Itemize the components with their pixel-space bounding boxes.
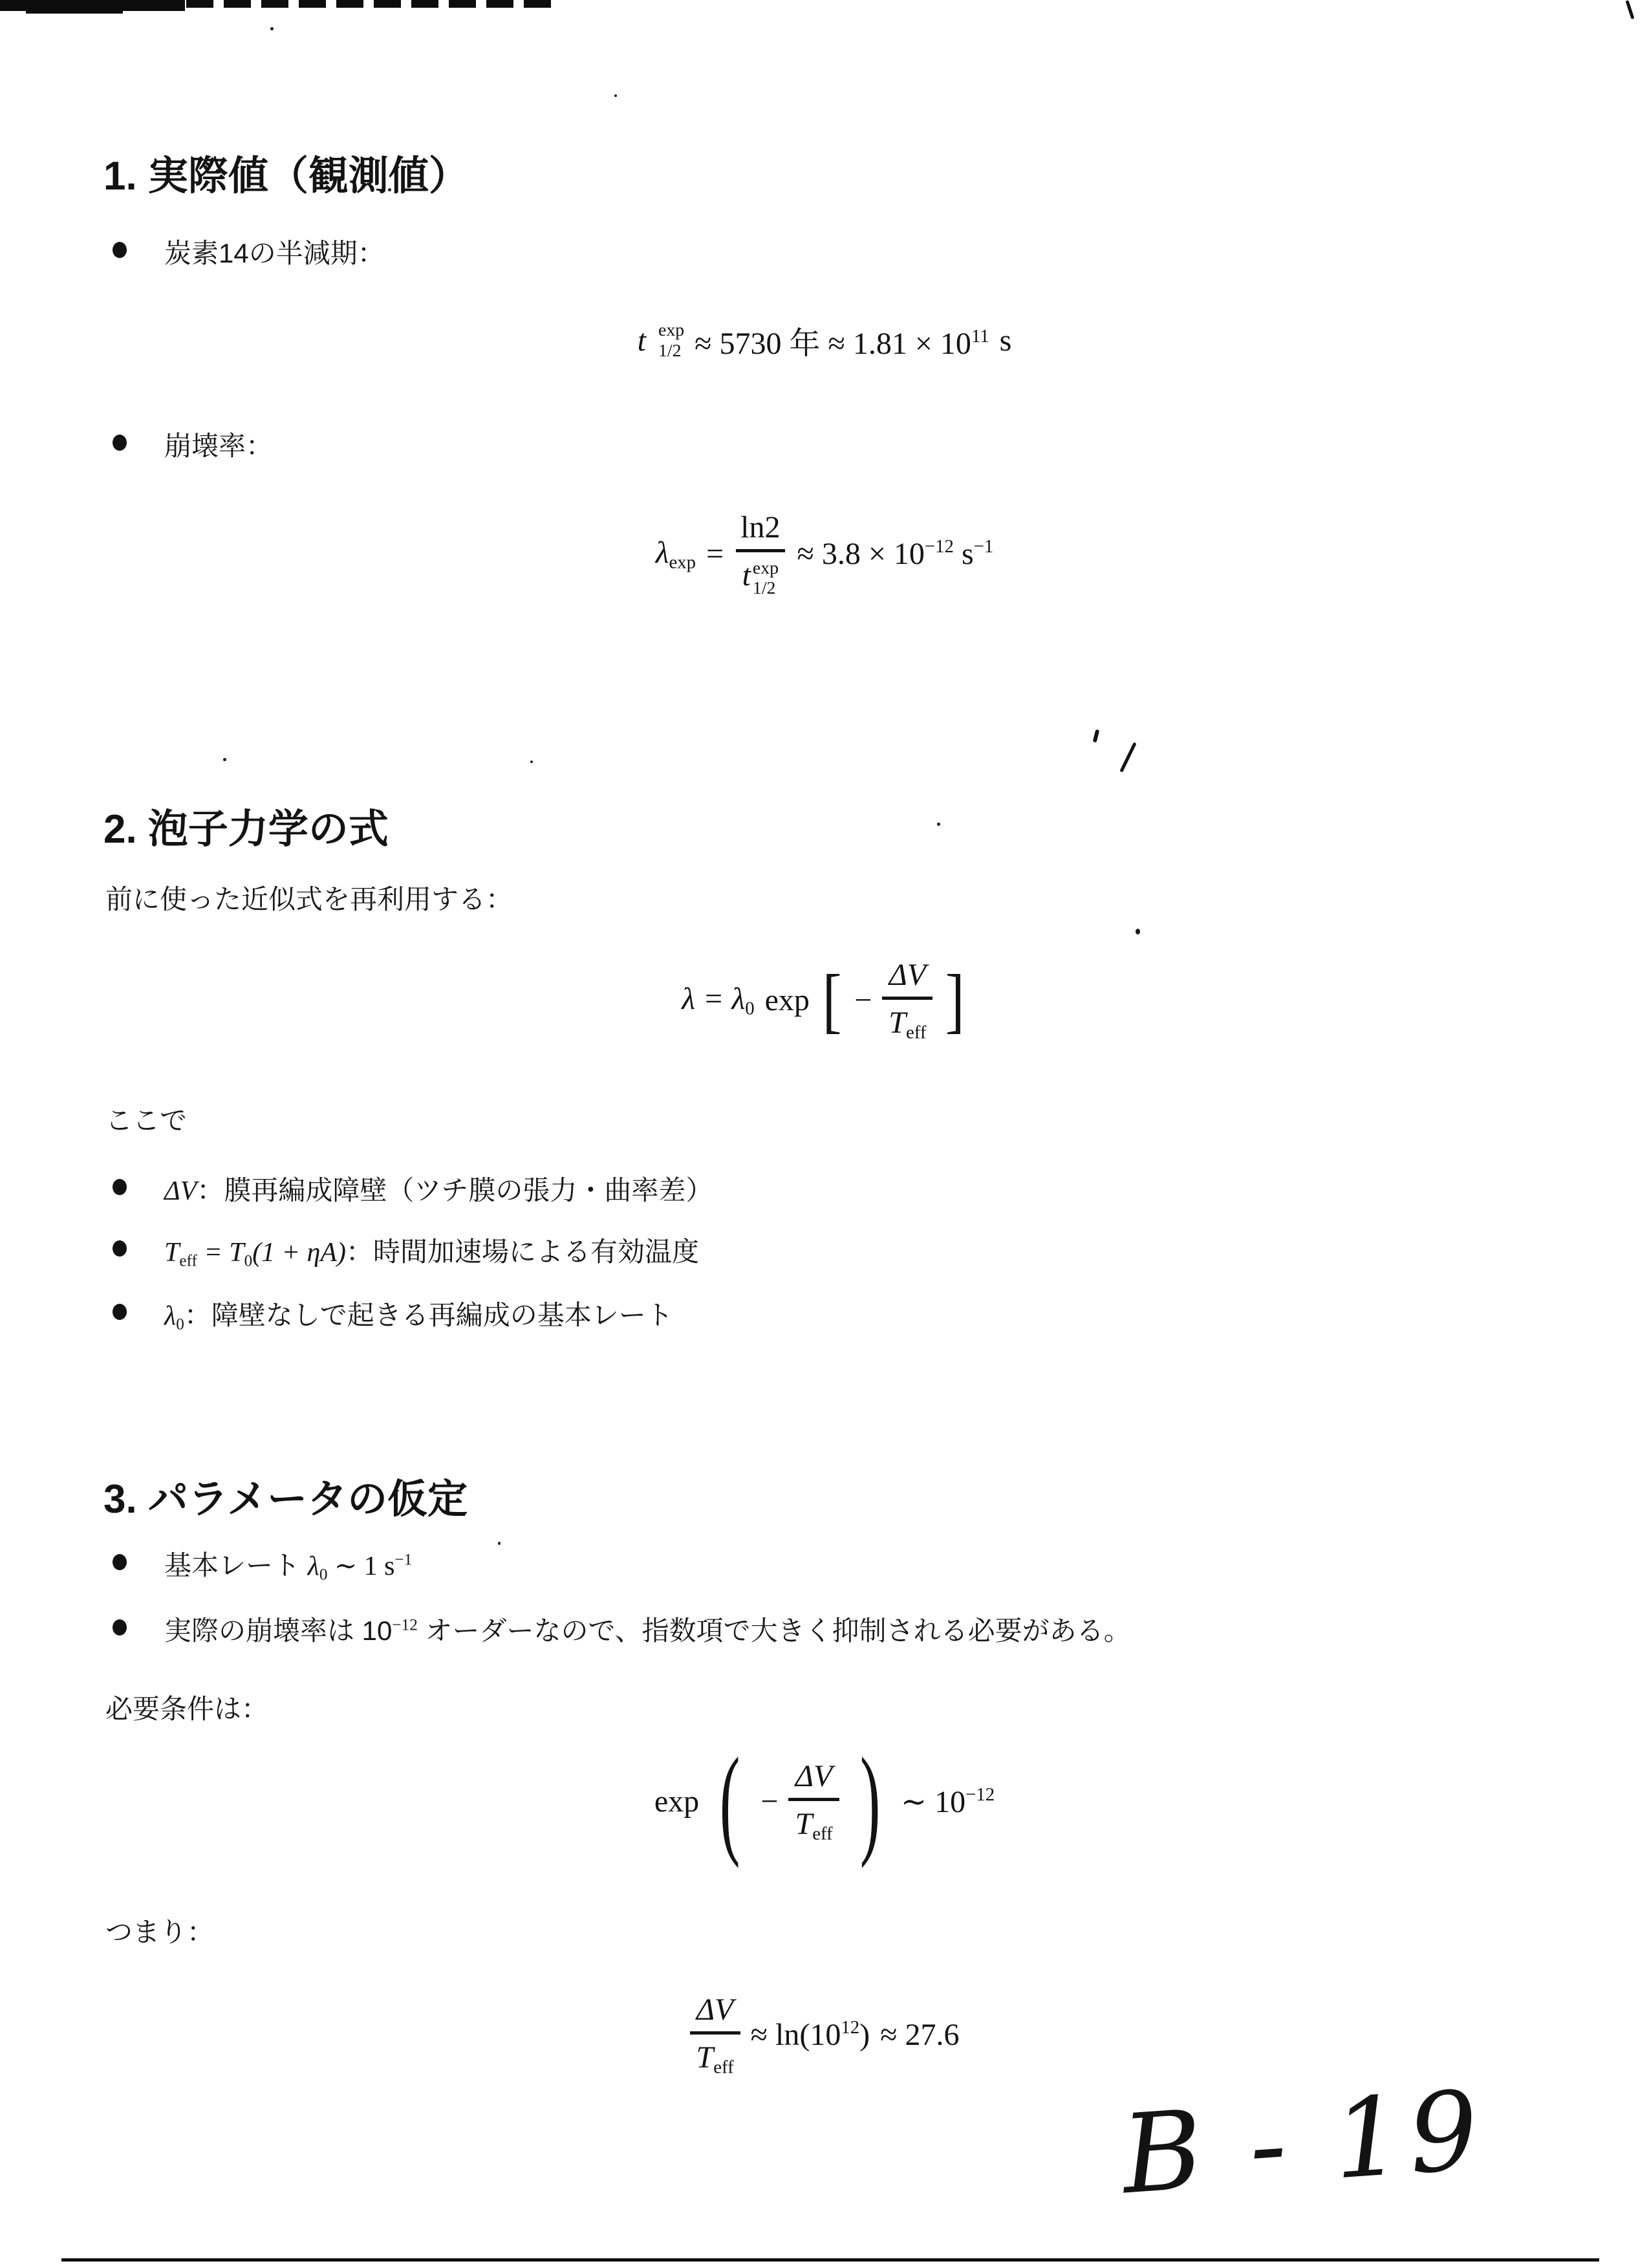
math-denominator bbox=[690, 2031, 740, 2079]
math-sub: exp bbox=[669, 552, 696, 573]
math-text: ≈ 3.8 × 10 bbox=[797, 537, 925, 572]
list-item-half-life bbox=[109, 237, 385, 271]
math-fraction bbox=[734, 510, 786, 598]
math-expression: λ = λ bbox=[682, 982, 746, 1016]
list-item-teff bbox=[109, 1235, 699, 1271]
math-var-lambda: λ bbox=[655, 535, 669, 570]
math-supsub bbox=[753, 558, 779, 598]
section-3-heading: 3. パラメータの仮定 bbox=[103, 1477, 468, 1522]
math-var-lambda: λ bbox=[307, 1551, 319, 1581]
left-paren: ( bbox=[719, 1733, 740, 1869]
math-sub: 0 bbox=[319, 1566, 328, 1584]
math-lhs bbox=[656, 535, 696, 574]
section-1-heading: 1. 実際値（観測値） bbox=[103, 154, 469, 199]
math-text: ∼ 1 s bbox=[327, 1551, 395, 1581]
math-sub: eff bbox=[906, 1022, 927, 1043]
list-item-lambda0 bbox=[109, 1299, 673, 1335]
math-supsub bbox=[658, 320, 684, 360]
definition-text: ：時間加速場による有効温度 bbox=[345, 1237, 699, 1267]
math-numerator: ΔV bbox=[696, 1993, 734, 2027]
bullet-text bbox=[164, 1549, 412, 1585]
formula-decay-rate bbox=[0, 510, 1649, 598]
math-exponent: 12 bbox=[841, 2017, 860, 2038]
handwritten-page-number: B - 19 bbox=[1117, 2066, 1489, 2219]
where-label: ここで bbox=[105, 1105, 188, 1136]
math-unit: s bbox=[953, 537, 974, 572]
math-exponent: −1 bbox=[973, 536, 994, 557]
math-result bbox=[797, 536, 994, 572]
math-minus: − bbox=[760, 1784, 779, 1819]
scan-speck bbox=[614, 94, 617, 97]
bullet-icon bbox=[113, 1304, 127, 1320]
bullet-text bbox=[164, 1614, 1131, 1648]
bullet-icon bbox=[113, 1554, 127, 1570]
math-var-T: T bbox=[889, 1006, 906, 1040]
math-sub: eff bbox=[713, 2057, 734, 2078]
math-numerator: ΔV bbox=[889, 958, 927, 992]
section-2-heading: 2. 泡子力学の式 bbox=[103, 807, 389, 852]
intro-text: 前に使った近似式を再利用する： bbox=[105, 884, 513, 914]
math-var: ΔV bbox=[164, 1176, 197, 1206]
scan-artifact-top-dashes bbox=[186, 0, 558, 8]
scan-speck bbox=[223, 758, 226, 761]
math-var-lambda: λ bbox=[164, 1301, 177, 1331]
math-text: ∼ 10 bbox=[900, 1784, 966, 1819]
definition-text: ：障壁なしで起きる再編成の基本レート bbox=[184, 1300, 673, 1330]
text: 基本レート bbox=[164, 1550, 308, 1581]
math-result bbox=[901, 1784, 995, 1820]
math-var-T: T bbox=[795, 1806, 813, 1841]
math-fraction bbox=[690, 1992, 740, 2079]
left-bracket: [ bbox=[822, 960, 842, 1041]
math-sub: eff bbox=[812, 1823, 833, 1844]
math-sub: 0 bbox=[745, 998, 755, 1019]
bullet-icon bbox=[113, 1240, 127, 1257]
scan-artifact-bottom-line bbox=[61, 2258, 1599, 2262]
bullet-text-decay-rate: 崩壊率： bbox=[164, 431, 274, 461]
formula-bubble-dynamics bbox=[0, 957, 1649, 1044]
math-lhs bbox=[682, 981, 754, 1020]
math-sub: eff bbox=[179, 1252, 197, 1270]
math-unit: s bbox=[999, 323, 1012, 358]
text: オーダーなので、指数項で大きく抑制される必要がある。 bbox=[417, 1615, 1131, 1646]
math-sub: 0 bbox=[176, 1315, 184, 1334]
scan-speck bbox=[498, 1542, 501, 1545]
math-denominator bbox=[882, 997, 932, 1044]
conclusion-label: つまり： bbox=[105, 1917, 215, 1947]
math-exponent: −12 bbox=[965, 1784, 995, 1805]
math-var-t: t bbox=[637, 323, 646, 358]
math-text: (1 + ηA) bbox=[252, 1238, 346, 1268]
math-result: ≈ 27.6 bbox=[880, 2018, 960, 2053]
math-var-T: T bbox=[696, 2040, 714, 2075]
scan-speck bbox=[1136, 929, 1140, 934]
math-text: = T bbox=[197, 1238, 244, 1268]
math-sup: exp bbox=[658, 320, 685, 341]
bullet-icon bbox=[113, 435, 127, 451]
scan-speck bbox=[937, 823, 940, 826]
math-fraction bbox=[788, 1758, 839, 1845]
math-denominator bbox=[788, 1798, 839, 1845]
condition-label: 必要条件は： bbox=[105, 1694, 269, 1724]
bullet-text bbox=[164, 1235, 699, 1271]
math-exponent: −1 bbox=[394, 1551, 413, 1569]
math-operator-exp: exp bbox=[654, 1784, 700, 1819]
math-sup: exp bbox=[752, 557, 779, 578]
math-exponent: 11 bbox=[971, 326, 989, 347]
math-numerator: ln2 bbox=[740, 510, 781, 545]
math-var-t: t bbox=[742, 558, 751, 592]
math-exponent: −12 bbox=[392, 1616, 418, 1634]
bullet-icon bbox=[113, 1619, 127, 1636]
right-paren: ) bbox=[859, 1733, 881, 1869]
text: 実際の崩壊率は 10 bbox=[164, 1615, 393, 1646]
bullet-icon bbox=[113, 1179, 127, 1195]
bullet-icon bbox=[113, 242, 127, 258]
math-sub: 0 bbox=[244, 1252, 253, 1270]
right-bracket: ] bbox=[945, 960, 965, 1041]
math-operator-exp: exp bbox=[764, 983, 810, 1018]
scan-speck bbox=[530, 761, 533, 763]
scan-artifact-slash bbox=[1119, 742, 1136, 772]
math-denominator bbox=[736, 549, 786, 598]
math-expression bbox=[751, 2017, 870, 2053]
scan-artifact-tick bbox=[1093, 729, 1100, 743]
math-text: ) bbox=[859, 2018, 870, 2053]
math-numerator: ΔV bbox=[795, 1758, 833, 1793]
math-minus: − bbox=[854, 983, 872, 1018]
definition-text: ：膜再編成障壁（ツチ膜の張力・曲率差） bbox=[197, 1175, 713, 1205]
list-item-actual-rate bbox=[109, 1614, 1131, 1648]
formula-half-life bbox=[0, 318, 1649, 363]
math-expression bbox=[695, 318, 989, 363]
list-item-base-rate bbox=[109, 1549, 412, 1585]
math-equals: = bbox=[706, 537, 724, 572]
list-item-decay-rate bbox=[109, 429, 273, 464]
math-var-T: T bbox=[164, 1238, 180, 1268]
math-sub: 1/2 bbox=[658, 340, 682, 361]
list-item-delta-v bbox=[109, 1174, 713, 1209]
scan-artifact-top-bar-notch bbox=[26, 10, 123, 14]
math-sub: 1/2 bbox=[752, 578, 776, 598]
math-text: ≈ 5730 年 ≈ 1.81 × 10 bbox=[695, 327, 971, 361]
math-text: ≈ ln(10 bbox=[750, 2018, 841, 2053]
scan-speck bbox=[270, 27, 274, 30]
bullet-text bbox=[164, 1174, 713, 1209]
bullet-text-half-life: 炭素14の半減期： bbox=[164, 238, 385, 268]
math-exponent: −12 bbox=[924, 536, 954, 557]
math-fraction bbox=[882, 957, 932, 1044]
formula-suppression-condition bbox=[0, 1733, 1649, 1869]
formula-barrier-ratio bbox=[0, 1992, 1649, 2079]
bullet-text bbox=[164, 1299, 673, 1335]
scan-artifact-corner-mark bbox=[1625, 0, 1634, 19]
